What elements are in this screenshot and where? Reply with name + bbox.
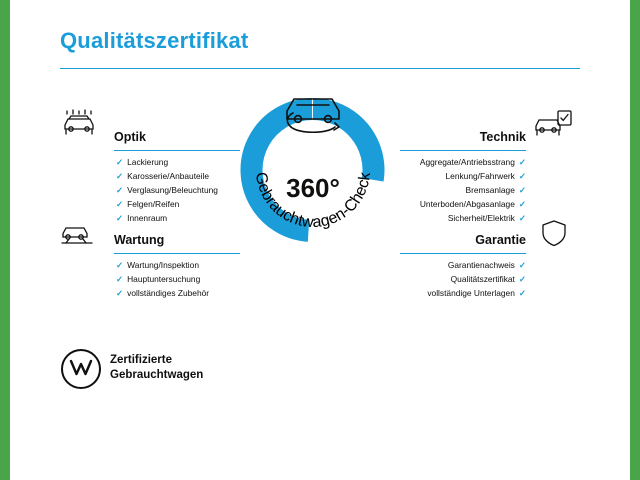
page-title: Qualitätszertifikat [60,28,249,53]
list-item-label: Felgen/Reifen [127,199,180,209]
left-edge-bar [0,0,10,480]
section-heading-garantie: Garantie [475,233,526,247]
badge-number: 360° [286,173,340,203]
list-item-label: Aggregate/Antriebsstrang [419,157,515,167]
car-checklist-icon [534,108,568,138]
footer-line-2: Gebrauchtwagen [110,369,204,381]
list-item [116,258,209,272]
check-icon: ✓ [116,185,124,195]
list-item [340,258,526,272]
list-item-label: Karosserie/Anbauteile [127,171,210,181]
list-item-label: Sicherheit/Elektrik [447,213,515,223]
list-item-label: Lackierung [127,157,169,167]
section-divider-wartung [114,253,240,254]
check-icon: ✓ [116,157,124,167]
check-icon: ✓ [116,199,124,209]
shield-icon [538,218,572,248]
check-icon: ✓ [116,171,124,181]
car-lift-icon [60,218,94,248]
section-heading-technik: Technik [479,130,526,144]
section-list-garantie [340,258,526,300]
check-badge [238,95,388,245]
list-item-label: Bremsanlage [465,185,515,195]
check-icon: ✓ [116,213,124,223]
list-item [116,286,209,300]
right-edge-bar [630,0,640,480]
check-icon: ✓ [116,274,124,284]
list-item [116,155,218,169]
footer-line-1: Zertifizierte [110,354,172,366]
check-icon: ✓ [518,260,526,270]
check-icon: ✓ [518,199,526,209]
badge-arc-label: Gebrauchtwagen-Check [251,170,375,232]
check-icon: ✓ [116,288,124,298]
footer-text [110,353,203,383]
list-item [340,286,526,300]
section-heading-optik: Optik [114,130,146,144]
list-item-label: vollständige Unterlagen [427,288,515,298]
section-divider-garantie [400,253,526,254]
list-item [340,272,526,286]
list-item-label: Lenkung/Fahrwerk [445,171,515,181]
vw-logo [60,348,102,390]
section-list-wartung [116,258,209,300]
check-icon: ✓ [518,171,526,181]
list-item-label: Garantienachweis [447,260,515,270]
list-item-label: Verglasung/Beleuchtung [127,185,218,195]
check-icon: ✓ [518,213,526,223]
check-icon: ✓ [518,157,526,167]
list-item-label: vollständiges Zubehör [127,288,210,298]
car-wash-icon [60,108,94,138]
check-icon: ✓ [518,288,526,298]
list-item [116,272,209,286]
list-item-label: Wartung/Inspektion [127,260,199,270]
section-list-optik [116,155,218,225]
list-item-label: Unterboden/Abgasanlage [419,199,515,209]
list-item-label: Qualitätszertifikat [450,274,515,284]
list-item-label: Innenraum [127,213,168,223]
car-360-icon [271,87,355,141]
list-item [116,211,218,225]
list-item [116,183,218,197]
check-icon: ✓ [518,185,526,195]
list-item [116,169,218,183]
title-divider [60,68,580,69]
section-divider-technik [400,150,526,151]
section-divider-optik [114,150,240,151]
section-heading-wartung: Wartung [114,233,165,247]
certificate-canvas [10,0,630,480]
list-item-label: Hauptuntersuchung [127,274,201,284]
check-icon: ✓ [518,274,526,284]
list-item [116,197,218,211]
check-icon: ✓ [116,260,124,270]
